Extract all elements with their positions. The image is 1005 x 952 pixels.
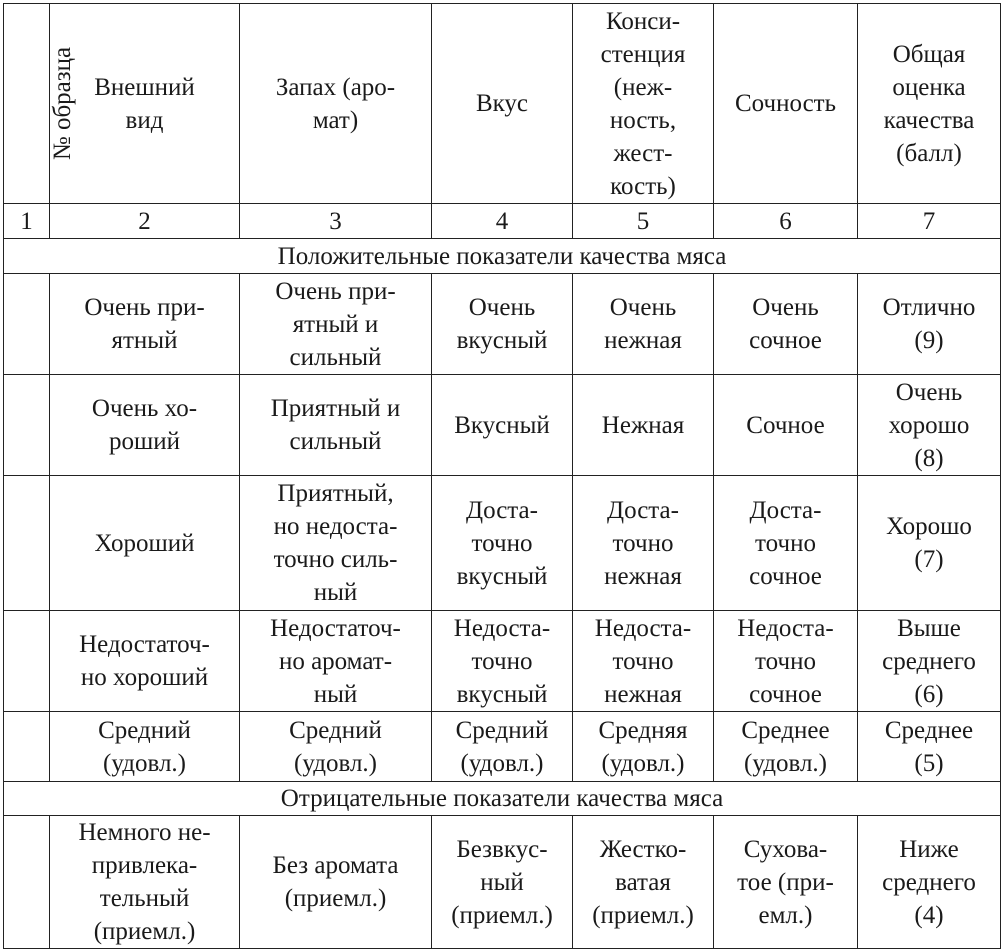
- table-cell: Отлично (9): [858, 274, 1001, 375]
- section-negative-title: Отрицательные показатели качества мяса: [4, 782, 1001, 816]
- table-row: [4, 712, 1001, 782]
- table-cell: Недоста- точно сочное: [714, 611, 858, 712]
- table-cell: Средний (удовл.): [432, 712, 573, 782]
- table-cell: Недостаточ- но хороший: [50, 611, 240, 712]
- table-cell: Доста- точно нежная: [573, 476, 714, 611]
- column-number: 7: [858, 204, 1001, 239]
- table-cell: Приятный, но недоста- точно силь- ный: [240, 476, 432, 611]
- header-overall-score: Общая оценка качества (балл): [858, 4, 1001, 204]
- header-consistency: Конси- стенция (неж- ность, жест- кость): [573, 4, 714, 204]
- table-cell: Средний (удовл.): [240, 712, 432, 782]
- table-cell: Сухова- тое (при- емл.): [714, 816, 858, 949]
- table-row: [4, 375, 1001, 476]
- table-cell: Недоста- точно нежная: [573, 611, 714, 712]
- table-cell: [4, 816, 50, 949]
- table-cell: Средняя (удовл.): [573, 712, 714, 782]
- column-number: 1: [4, 204, 50, 239]
- column-number-row: [4, 204, 1001, 239]
- table-row: [4, 476, 1001, 611]
- table-cell: [4, 476, 50, 611]
- table-cell: Очень сочное: [714, 274, 858, 375]
- table-cell: Хорошо (7): [858, 476, 1001, 611]
- table-cell: Очень хо- роший: [50, 375, 240, 476]
- table-cell: Очень вкусный: [432, 274, 573, 375]
- table-cell: Без аромата (приемл.): [240, 816, 432, 949]
- table-cell: Очень при- ятный: [50, 274, 240, 375]
- table-cell: [4, 274, 50, 375]
- header-row: [4, 4, 1001, 204]
- table-row: [4, 611, 1001, 712]
- table-cell: [4, 611, 50, 712]
- header-smell: Запах (аро- мат): [240, 4, 432, 204]
- table-cell: Ниже среднего (4): [858, 816, 1001, 949]
- section-negative-row: [4, 782, 1001, 816]
- table-cell: Нежная: [573, 375, 714, 476]
- meat-quality-table: [3, 3, 1001, 949]
- table-cell: Сочное: [714, 375, 858, 476]
- table-cell: [4, 712, 50, 782]
- header-sample-number-label: № образца: [49, 46, 77, 161]
- column-number: 4: [432, 204, 573, 239]
- column-number: 5: [573, 204, 714, 239]
- section-positive-title: Положительные показатели качества мяса: [4, 239, 1001, 274]
- header-juiciness: Сочность: [714, 4, 858, 204]
- table-cell: Доста- точно сочное: [714, 476, 858, 611]
- table-cell: Приятный и сильный: [240, 375, 432, 476]
- header-appearance: Внешний вид: [50, 4, 240, 204]
- header-sample-number: [4, 4, 77, 204]
- table-cell: Очень нежная: [573, 274, 714, 375]
- table-cell: Очень хорошо (8): [858, 375, 1001, 476]
- table-cell: Недостаточ- но аромат- ный: [240, 611, 432, 712]
- table-row: [4, 274, 1001, 375]
- table-cell: Жестко- ватая (приемл.): [573, 816, 714, 949]
- table-cell: Среднее (удовл.): [714, 712, 858, 782]
- table-row: [4, 816, 1001, 949]
- column-number: 3: [240, 204, 432, 239]
- table-cell: Доста- точно вкусный: [432, 476, 573, 611]
- table-cell: Недоста- точно вкусный: [432, 611, 573, 712]
- header-taste: Вкус: [432, 4, 573, 204]
- table-cell: Среднее (5): [858, 712, 1001, 782]
- table-cell: [4, 375, 50, 476]
- table-cell: Выше среднего (6): [858, 611, 1001, 712]
- table-cell: Немного не- привлека- тельный (приемл.): [50, 816, 240, 949]
- table-cell: Очень при- ятный и сильный: [240, 274, 432, 375]
- column-number: 6: [714, 204, 858, 239]
- table-cell: Безвкус- ный (приемл.): [432, 816, 573, 949]
- section-positive-row: [4, 239, 1001, 274]
- column-number: 2: [50, 204, 240, 239]
- table-cell: Хороший: [50, 476, 240, 611]
- table-cell: Средний (удовл.): [50, 712, 240, 782]
- table-cell: Вкусный: [432, 375, 573, 476]
